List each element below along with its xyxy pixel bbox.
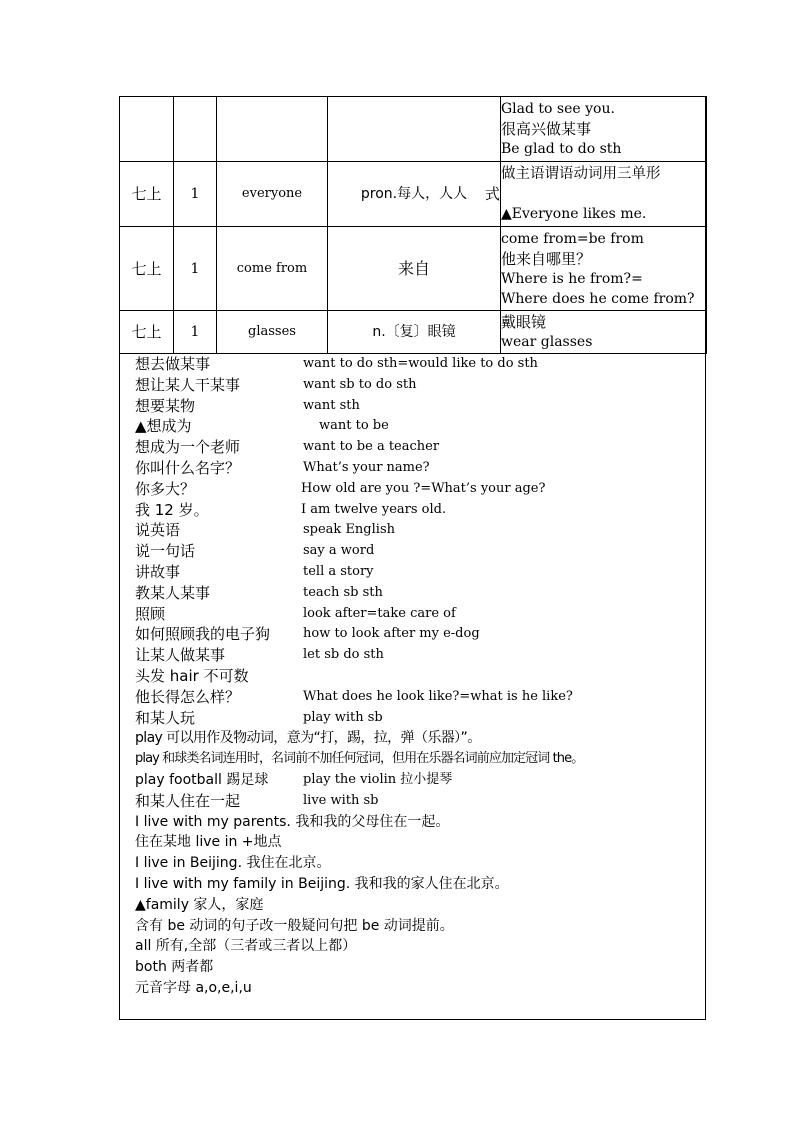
zh-text: 你多大？ xyxy=(135,479,196,498)
zh-text: ▲想成为 xyxy=(135,417,192,436)
en-text: let sb do sth xyxy=(303,647,384,663)
word-cell xyxy=(217,97,328,162)
en-text: want to be xyxy=(319,418,389,434)
note-line: ▲Everyone likes me. xyxy=(501,206,647,222)
en-text: What’s your name? xyxy=(303,459,430,475)
text-line xyxy=(135,874,710,895)
en-text: want sth xyxy=(303,397,360,413)
text-line xyxy=(135,375,710,396)
zh-text: 住在某地 live in +地点 xyxy=(135,834,282,851)
note-line: Where does he come from? xyxy=(501,290,695,307)
zh-text: 让某人做某事 xyxy=(135,646,226,665)
text-line xyxy=(135,936,710,957)
zh-text: both 两者都 xyxy=(135,959,214,976)
table-row xyxy=(120,227,707,311)
text-line xyxy=(135,916,710,937)
note-line: 做主语谓语动词用三单形 xyxy=(501,166,661,182)
text-line xyxy=(135,583,710,604)
text-line xyxy=(135,791,710,812)
vocabulary-table xyxy=(119,96,707,354)
table-row xyxy=(120,97,707,162)
zh-text: 想成为一个老师 xyxy=(135,438,241,457)
note-line: 很高兴做某事 xyxy=(501,120,592,138)
zh-text: 想让某人干某事 xyxy=(135,375,241,394)
unit-cell: 1 xyxy=(174,227,217,311)
en-text: want to do sth=would like to do sth xyxy=(303,356,538,371)
unit-cell: 1 xyxy=(174,162,217,227)
en-text: I am twelve years old. xyxy=(301,501,447,517)
zh-text: 说英语 xyxy=(135,521,181,540)
en-text: play with sb xyxy=(303,709,383,725)
text-line xyxy=(135,604,710,625)
table-row xyxy=(120,311,707,354)
en-text: live with sb xyxy=(303,792,379,808)
en-text: how to look after my e-dog xyxy=(303,626,480,642)
text-line xyxy=(135,978,710,999)
note-line: Glad to see you. xyxy=(501,101,615,117)
text-line xyxy=(135,728,710,749)
note-line: Be glad to do sth xyxy=(501,141,622,157)
meaning-cell: 来自 xyxy=(328,227,501,311)
notes-cell xyxy=(501,97,707,162)
text-line xyxy=(135,957,710,978)
zh-text: play 可以用作及物动词，意为“打，踢，拉，弹（乐器）”。 xyxy=(135,730,481,747)
text-line xyxy=(135,562,710,583)
text-line xyxy=(135,354,710,375)
zh-text: 想要某物 xyxy=(135,396,196,415)
text-line xyxy=(135,812,710,833)
zh-text: I live with my parents. 我和我的父母住在一起。 xyxy=(135,813,450,830)
text-line xyxy=(135,416,710,437)
zh-text: I live in Beijing. 我住在北京。 xyxy=(135,855,331,872)
zh-text: 元音字母 a,o,e,i,u xyxy=(135,979,252,996)
word-cell: glasses xyxy=(217,311,328,354)
text-line xyxy=(135,437,710,458)
grade-cell: 七上 xyxy=(120,227,174,311)
zh-text: 他长得怎么样？ xyxy=(135,687,241,706)
unit-cell: 1 xyxy=(174,311,217,354)
en-text: play the violin 拉小提琴 xyxy=(303,771,453,787)
notes-cell xyxy=(485,162,707,227)
text-line xyxy=(135,770,710,791)
grade-cell: 七上 xyxy=(120,162,174,227)
zh-text: 照顾 xyxy=(135,604,166,623)
grade-cell: 七上 xyxy=(120,311,174,354)
text-line xyxy=(135,645,710,666)
en-text: look after=take care of xyxy=(303,605,456,621)
zh-text: 讲故事 xyxy=(135,562,181,581)
zh-text: 头发 hair 不可数 xyxy=(135,666,249,685)
text-line xyxy=(135,666,710,687)
en-text: What does he look like?=what is he like? xyxy=(303,688,573,704)
table-row xyxy=(120,162,707,227)
text-line xyxy=(135,396,710,417)
text-line xyxy=(135,458,710,479)
zh-text: 说一句话 xyxy=(135,542,196,561)
en-text: speak English xyxy=(303,522,395,538)
notes-cell xyxy=(501,311,707,354)
zh-text: play 和球类名词连用时，名词前不加任何冠词，但用在乐器名词前应加定冠词 the。 xyxy=(135,751,584,767)
meaning-cell: n.〔复〕眼镜 xyxy=(328,311,501,354)
note-line: 式 xyxy=(485,185,501,203)
text-line xyxy=(135,520,710,541)
text-line xyxy=(135,895,710,916)
unit-cell xyxy=(174,97,217,162)
zh-text: 如何照顾我的电子狗 xyxy=(135,625,271,644)
en-text: How old are you ?=What’s your age? xyxy=(301,480,546,496)
text-line xyxy=(135,479,710,500)
text-line xyxy=(135,832,710,853)
zh-text: 你叫什么名字？ xyxy=(135,458,241,477)
note-line: 他来自哪里？ xyxy=(501,249,592,268)
en-text: tell a story xyxy=(303,563,374,579)
notes-body xyxy=(135,354,710,999)
zh-text: 和某人玩 xyxy=(135,708,196,727)
zh-text: play football 踢足球 xyxy=(135,771,269,788)
meaning-cell: pron.每人，人人 xyxy=(328,162,501,227)
zh-text: ▲family 家人，家庭 xyxy=(135,896,264,913)
note-line: Where is he from?= xyxy=(501,270,643,287)
zh-text: 想去做某事 xyxy=(135,355,211,373)
text-line xyxy=(135,853,710,874)
note-line: come from=be from xyxy=(501,230,644,247)
en-text: want to be a teacher xyxy=(303,439,440,455)
text-line xyxy=(135,541,710,562)
text-line xyxy=(135,687,710,708)
zh-text: 和某人住在一起 xyxy=(135,791,241,810)
zh-text: 我 12 岁。 xyxy=(135,500,209,519)
grade-cell xyxy=(120,97,174,162)
text-line xyxy=(135,708,710,729)
en-text: teach sb sth xyxy=(303,584,383,600)
notes-cell xyxy=(501,227,707,311)
zh-text: all 所有,全部（三者或三者以上都） xyxy=(135,938,357,955)
text-line xyxy=(135,500,710,521)
text-line xyxy=(135,749,710,770)
text-line xyxy=(135,624,710,645)
zh-text: I live with my family in Beijing. 我和我的家人住在北京。 xyxy=(135,875,509,892)
note-line: 戴眼镜 xyxy=(501,313,547,331)
word-cell: come from xyxy=(217,227,328,311)
meaning-cell xyxy=(328,97,501,162)
note-line: wear glasses xyxy=(501,334,593,350)
zh-text: 教某人某事 xyxy=(135,583,211,602)
en-text: say a word xyxy=(303,543,375,559)
zh-text: 含有 be 动词的句子改一般疑问句把 be 动词提前。 xyxy=(135,917,454,934)
en-text: want sb to do sth xyxy=(303,376,417,392)
word-cell: everyone xyxy=(217,162,328,227)
